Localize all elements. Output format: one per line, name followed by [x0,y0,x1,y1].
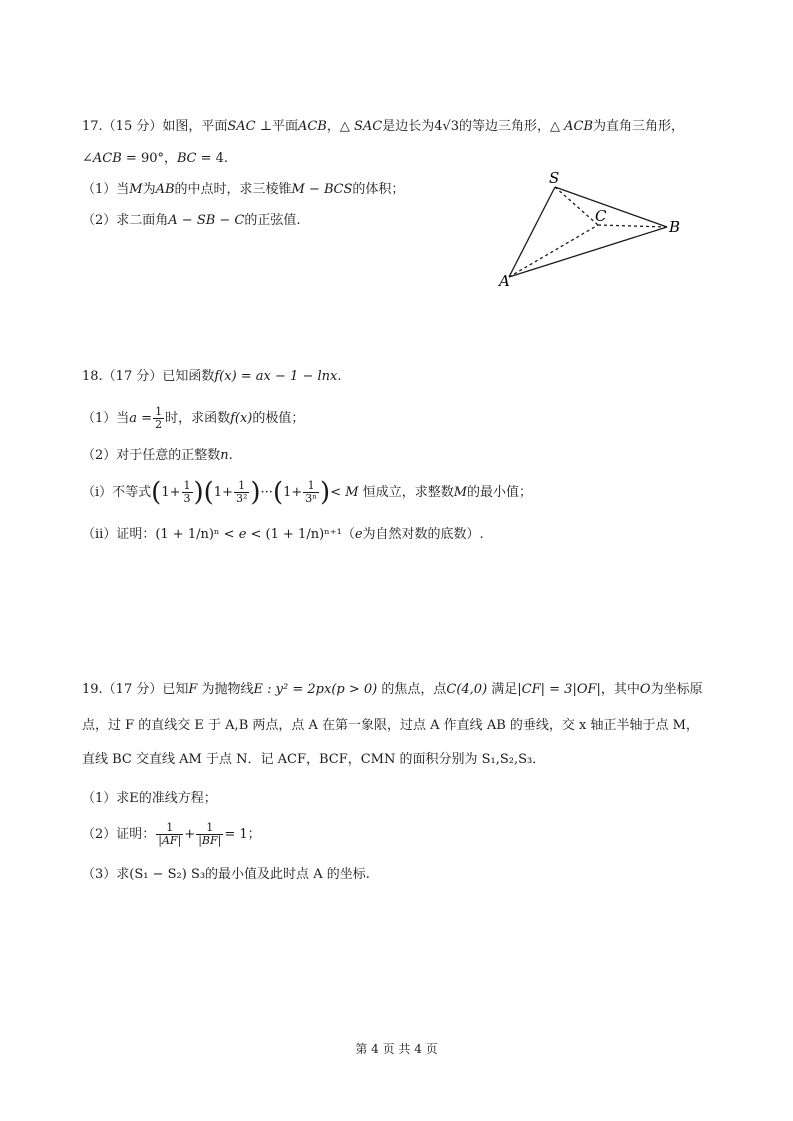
fraction-half: $\frac{1}{2}$ [155,405,163,431]
q19-part1: （1）求E的准线方程； [82,791,217,806]
q18-part-i: （i）不等式(1+ $\frac{1}{3}$ )(1+ $\frac{1}{\text{3²}}$ )···(1+ $\frac{1}{\text{3ⁿ}}$ )< M 恒成立，求整数M的最小值； [82,477,533,508]
label-B: B [669,218,681,236]
q17-part2: （2）求二面角𝐴 − 𝑆𝐵 − 𝐶的正弦值. [82,213,301,228]
q19-line2: 点，过 F 的直线交 E 于 A,B 两点，点 A 在第一象限，过点 A 作直线 AB 的垂线，交 x 轴正半轴于点 M， [82,718,699,733]
edge-AB [509,227,667,277]
q19-line3: 直线 BC 交直线 AM 于点 N．记 ACF，BCF，CMN 的面积分别为 S₁,S₂,S₃． [82,752,546,767]
label-S: S [549,169,560,187]
label-C: C [595,207,607,225]
q19-line1: 19.（17 分）已知F 为抛物线E : y² = 2px(p > 0) 的焦点，点C(4,0) 满足|CF| = 3|OF|，其中O为坐标原 [82,682,703,697]
q19-part3: （3）求(S₁ − S₂) S₃的最小值及此时点 A 的坐标. [82,867,370,882]
q18-part2: （2）对于任意的正整数n. [82,448,233,463]
q17-head: 17.（15 分）如图，平面𝑆𝐴𝐶 ⊥平面𝐴𝐶𝐵，△ 𝑆𝐴𝐶是边长为4√3的等边三角形，△ 𝐴𝐶𝐵为直角三角形， [82,119,685,134]
q18-part1: （1）当a = $\frac{1}{2}$ 时，求函数f(x)的极值； [82,405,305,431]
q17-head2: ∠𝐴𝐶𝐵 = 90°，𝐵𝐶 = 4. [82,151,229,166]
q18-part-ii: （ii）证明：(1 + 1/n)ⁿ < 𝑒 < (1 + 1/n)ⁿ⁺¹（𝑒为自然对数的底数）. [82,527,484,542]
edge-SB [555,187,667,227]
pyramid-figure [495,165,695,290]
edge-SC [555,187,598,225]
q18-func: f(x) = ax − 1 − lnx. [214,369,342,384]
q18-head: 18.（17 分）已知函数f(x) = ax − 1 − lnx. [82,369,342,384]
page-footer: 第 4 页 共 4 页 [355,1042,438,1056]
label-A: A [499,272,510,290]
q19-part2: （2）证明： $\frac{1}{|AF|}$ + $\frac{1}{|BF|}$ = 1； [82,821,261,847]
edge-CB [598,225,667,227]
q17-part1: （1）当𝑀为𝐴𝐵的中点时，求三棱锥𝑀 − 𝐵𝐶𝑆的体积； [82,182,405,197]
